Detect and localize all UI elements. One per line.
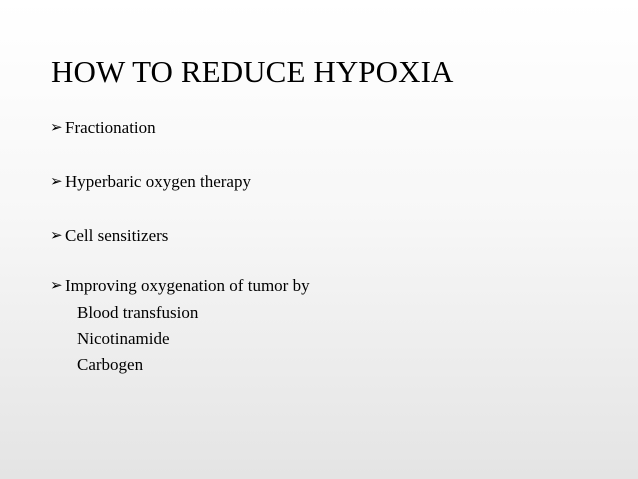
bullet-text: Cell sensitizers	[65, 226, 169, 245]
sub-item-carbogen: Carbogen	[77, 355, 144, 374]
arrow-bullet-icon: ➢	[50, 228, 63, 244]
slide-title: HOW TO REDUCE HYPOXIA	[51, 54, 454, 89]
bullet-item-cell-sensitizers	[50, 225, 168, 247]
bullet-item-fractionation	[50, 117, 156, 139]
bullet-item-hyperbaric-oxygen	[50, 171, 251, 193]
sub-item-list	[77, 300, 198, 378]
arrow-bullet-icon: ➢	[50, 174, 63, 190]
bullet-text: Improving oxygenation of tumor by	[65, 276, 310, 295]
sub-item-nicotinamide: Nicotinamide	[77, 329, 170, 348]
sub-item-blood-transfusion: Blood transfusion	[77, 303, 199, 322]
bullet-item-improving-oxygenation	[50, 275, 310, 297]
bullet-text: Hyperbaric oxygen therapy	[65, 172, 251, 191]
bullet-text: Fractionation	[65, 118, 156, 137]
arrow-bullet-icon: ➢	[50, 278, 63, 294]
arrow-bullet-icon: ➢	[50, 120, 63, 136]
